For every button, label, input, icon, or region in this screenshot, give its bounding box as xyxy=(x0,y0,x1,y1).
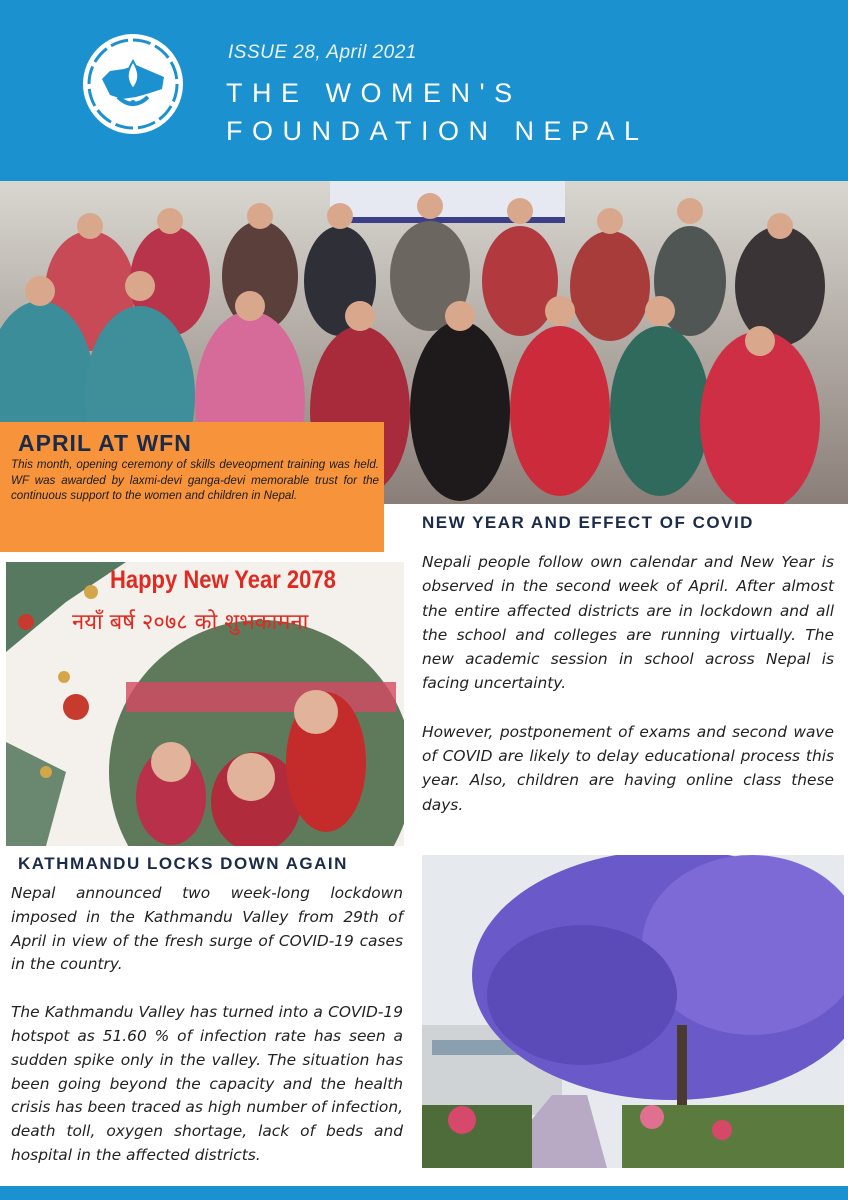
issue-label: ISSUE 28, April 2021 xyxy=(228,42,417,63)
wfn-logo-icon xyxy=(80,31,186,137)
april-summary-box xyxy=(0,422,384,552)
footer-bar xyxy=(0,1186,848,1200)
jacaranda-photo xyxy=(422,855,844,1168)
organization-name xyxy=(226,74,649,150)
lockdown-article xyxy=(11,882,403,1192)
card-title-nepali: नयाँ बर्ष २०७८ को शुभकामना xyxy=(72,610,309,635)
new-year-article xyxy=(422,550,834,841)
new-year-heading: NEW YEAR AND EFFECT OF COVID xyxy=(422,513,754,532)
new-year-paragraph-2: However, postponement of exams and second wave of COVID are likely to delay educational process this year. Also, children are having online class these days. xyxy=(422,722,834,814)
lockdown-paragraph-2: The Kathmandu Valley has turned into a COVID-19 hotspot as 51.60 % of infection rate has seen a sudden spike only in the valley. The situation has been going beyond the capacity and the health crisis has been traced as high number of infection, death toll, oxygen shortage, lack of beds and hospital in the affected districts. xyxy=(11,1003,403,1164)
new-year-card xyxy=(6,562,404,846)
april-text: This month, opening ceremony of skills deveopment training was held. WF was awarded by laxmi-devi ganga-devi memorable trust for the continuous support to the women and children in Nepal. xyxy=(11,458,379,502)
card-artwork xyxy=(6,562,404,846)
org-name-line1: THE WOMEN'S xyxy=(226,78,522,108)
card-title-english: Happy New Year 2078 xyxy=(110,566,336,594)
org-name-line2: FOUNDATION NEPAL xyxy=(226,116,649,146)
lockdown-heading: KATHMANDU LOCKS DOWN AGAIN xyxy=(18,854,348,873)
april-title: APRIL AT WFN xyxy=(18,430,192,456)
lockdown-paragraph-1: Nepal announced two week-long lockdown imposed in the Kathmandu Valley from 29th of April in view of the fresh surge of COVID-19 cases in the country. xyxy=(11,884,403,974)
header-banner xyxy=(0,0,848,181)
new-year-paragraph-1: Nepali people follow own calendar and New Year is observed in the second week of April. After almost the entire affected districts are in lockdown and all the school and colleges are running virtually. The new academic session in school across Nepal is facing uncertainty. xyxy=(422,553,834,693)
